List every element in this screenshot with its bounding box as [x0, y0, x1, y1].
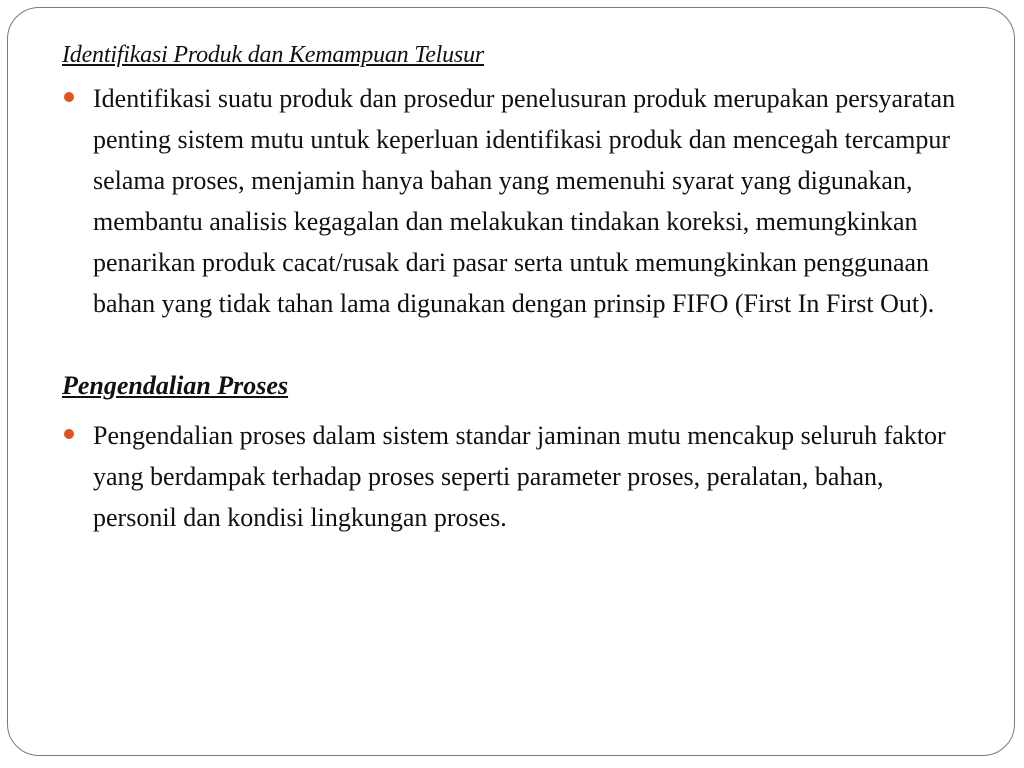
bullet-text-pengendalian: Pengendalian proses dalam sistem standar jaminan mutu mencakup seluruh faktor yang berdampak terhadap proses seperti parameter proses, peralatan, bahan, personil dan kondisi lingkungan proses.: [93, 421, 946, 532]
bullet-dot-icon: [64, 429, 74, 439]
bullet-item-pengendalian: [62, 415, 972, 538]
bullet-text-identifikasi: Identifikasi suatu produk dan prosedur penelusuran produk merupakan persyaratan penting sistem mutu untuk keperluan identifikasi produk dan mencegah tercampur selama proses, menjamin hanya bahan yang memenuhi syarat yang digunakan, membantu analisis kegagalan dan melakukan tindakan koreksi, memungkinkan penarikan produk cacat/rusak dari pasar serta untuk memungkinkan penggunaan bahan yang tidak tahan lama digunakan dengan prinsip FIFO (First In First Out).: [93, 84, 956, 318]
section-heading-identifikasi: Identifikasi Produk dan Kemampuan Telusur: [62, 42, 485, 68]
section-heading-pengendalian: Pengendalian Proses: [62, 371, 289, 400]
bullet-item-identifikasi: [62, 78, 972, 324]
slide-content: [62, 40, 972, 538]
bullet-dot-icon: [64, 92, 74, 102]
